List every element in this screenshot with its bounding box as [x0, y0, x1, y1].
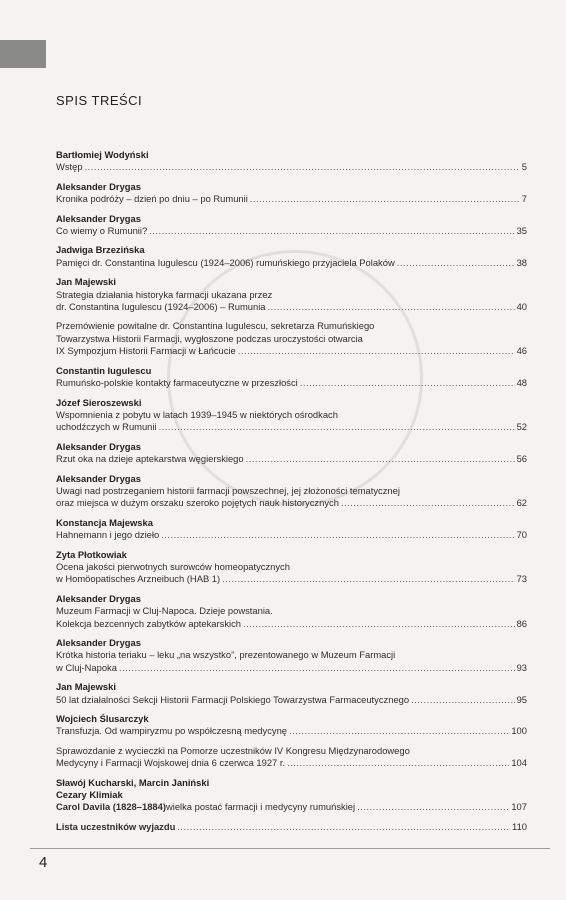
toc-entry [56, 276, 527, 313]
entry-title-line: Muzeum Farmacji w Cluj-Napoca. Dzieje powstania. [56, 605, 273, 617]
entry-title-line[interactable] [56, 821, 527, 833]
entry-page-number: 95 [516, 693, 527, 705]
leader-dots [397, 257, 515, 269]
leader-dots [250, 193, 520, 205]
leader-dots [300, 377, 515, 389]
entry-author: Cezary Klimiak [56, 789, 123, 801]
entry-title-line[interactable] [56, 757, 527, 769]
toc-entry [56, 745, 527, 770]
entry-page-number: 104 [511, 757, 527, 769]
entry-page-number: 70 [516, 529, 527, 541]
entry-title-line[interactable] [56, 573, 527, 585]
entry-title-line[interactable] [56, 161, 527, 173]
leader-dots [238, 345, 515, 357]
entry-page-number: 52 [516, 421, 527, 433]
entry-title-line: Towarzystwa Historii Farmacji, wygłoszone podczas uroczystości otwarcia [56, 332, 363, 344]
entry-author: Constantin Iugulescu [56, 364, 152, 376]
entry-title: Medycyny i Farmacji Wojskowej dnia 6 czerwca 1927 r. [56, 757, 286, 769]
entry-author: Zyta Płotkowiak [56, 548, 127, 560]
entry-title-line[interactable] [56, 618, 527, 630]
entry-title: dr. Constantina Iugulescu (1924–2006) – Rumunia [56, 301, 266, 313]
leader-dots [85, 161, 520, 173]
entry-title-line[interactable] [56, 453, 527, 465]
entry-author: Jan Majewski [56, 276, 116, 288]
entry-title: w Cluj-Napoka [56, 661, 117, 673]
entry-title: Rzut oka na dzieje aptekarstwa węgierskiego [56, 453, 244, 465]
leader-dots [222, 573, 514, 585]
entry-title-bold: Lista uczestników wyjazdu [56, 820, 176, 832]
toc-entry [56, 821, 527, 833]
entry-page-number: 40 [516, 301, 527, 313]
leader-dots [289, 725, 509, 737]
entry-page-number: 93 [516, 661, 527, 673]
entry-title-line[interactable] [56, 694, 527, 706]
entry-title-line: Strategia działania historyka farmacji ukazana przez [56, 288, 273, 300]
entry-author: Józef Sieroszewski [56, 396, 142, 408]
entry-page-number: 73 [516, 573, 527, 585]
entry-title-line[interactable] [56, 801, 527, 813]
leader-dots [159, 421, 515, 433]
entry-title: 50 lat działalności Sekcji Historii Farmacji Polskiego Towarzystwa Farmaceutycznego [56, 693, 410, 705]
leader-dots [149, 225, 514, 237]
entry-title: Pamięci dr. Constantina Iugulescu (1924–2006) rumuńskiego przyjaciela Polaków [56, 256, 395, 268]
entry-title: Transfuzja. Od wampiryzmu po współczesną medycynę [56, 725, 287, 737]
toc-entry [56, 473, 527, 510]
footer-rule [30, 848, 550, 849]
page-title: SPIS TREŚCI [56, 93, 143, 108]
toc-entry [56, 681, 527, 706]
leader-dots [119, 662, 515, 674]
entry-title: IX Sympozjum Historii Farmacji w Łańcucie [56, 345, 236, 357]
entry-page-number: 100 [511, 725, 527, 737]
toc-entry [56, 149, 527, 174]
entry-title-line: Krótka historia teriaku – leku „na wszystko”, prezentowanego w Muzeum Farmacji [56, 649, 396, 661]
leader-dots [161, 529, 514, 541]
entry-title-line[interactable] [56, 529, 527, 541]
entry-title-line[interactable] [56, 497, 527, 509]
toc-entry [56, 593, 527, 630]
leader-dots [287, 757, 509, 769]
entry-title-line: Sprawozdanie z wycieczki na Pomorze uczestników IV Kongresu Międzynarodowego [56, 744, 410, 756]
entry-author: Aleksander Drygas [56, 472, 141, 484]
leader-dots [411, 694, 514, 706]
entry-title: Rumuńsko-polskie kontakty farmaceutyczne w przeszłości [56, 377, 298, 389]
entry-page-number: 38 [516, 256, 527, 268]
entry-author: Wojciech Ślusarczyk [56, 713, 149, 725]
entry-author: Aleksander Drygas [56, 637, 141, 648]
entry-page-number: 56 [516, 453, 527, 465]
entry-title: Co wiemy o Rumunii? [56, 225, 148, 237]
leader-dots [177, 821, 510, 833]
entry-page-number: 46 [516, 345, 527, 357]
entry-author: Aleksander Drygas [56, 440, 141, 452]
entry-title-line[interactable] [56, 725, 527, 737]
toc-entry [56, 365, 527, 390]
toc-entry [56, 320, 527, 357]
entry-page-number: 86 [516, 617, 527, 629]
entry-title-line[interactable] [56, 421, 527, 433]
toc-entry [56, 441, 527, 466]
entry-title-line: Przemówienie powitalne dr. Constantina Iugulescu, sekretarza Rumuńskiego [56, 320, 375, 332]
leader-dots [341, 497, 515, 509]
entry-title: Wstęp [56, 161, 83, 173]
leader-dots [246, 453, 515, 465]
entry-author: Aleksander Drygas [56, 180, 141, 192]
toc-entry [56, 181, 527, 206]
entry-title-line: Ocena jakości pierwotnych surowców homeopatycznych [56, 560, 290, 572]
table-of-contents [56, 149, 527, 840]
entry-page-number: 35 [516, 225, 527, 237]
toc-entry [56, 517, 527, 542]
entry-title: w Homöopatisches Arzneibuch (HAB 1) [56, 573, 221, 585]
entry-title-line[interactable] [56, 662, 527, 674]
leader-dots [357, 801, 509, 813]
page-number: 4 [39, 854, 48, 871]
entry-author: Sławój Kucharski, Marcin Janiński [56, 776, 210, 788]
entry-title: Kolekcja bezcennych zabytków aptekarskich [56, 617, 241, 629]
entry-title-line: Uwagi nad postrzeganiem historii farmacji powszechnej, jej złożoności tematycznej [56, 484, 400, 496]
page-tab-marker [0, 40, 46, 68]
entry-title: wielka postać farmacji i medycyny rumuńskiej [165, 801, 356, 813]
toc-entry [56, 213, 527, 238]
entry-title-line[interactable] [56, 301, 527, 313]
entry-author: Jadwiga Brzezińska [56, 244, 145, 256]
toc-entry [56, 244, 527, 269]
entry-title-line[interactable] [56, 345, 527, 357]
toc-entry [56, 777, 527, 814]
toc-entry [56, 637, 527, 674]
entry-page-number: 7 [521, 193, 527, 205]
leader-dots [243, 618, 515, 630]
entry-author: Aleksander Drygas [56, 592, 141, 604]
entry-title: Hahnemann i jego dzieło [56, 529, 160, 541]
toc-entry [56, 549, 527, 586]
entry-page-number: 62 [516, 497, 527, 509]
entry-title-bold: Carol Davila (1828–1884) [56, 801, 166, 813]
entry-author: Jan Majewski [56, 681, 116, 693]
leader-dots [268, 301, 515, 313]
entry-title-line: Wspomnienia z pobytu w latach 1939–1945 w niektórych ośrodkach [56, 408, 338, 420]
entry-title: Kronika podróży – dzień po dniu – po Rumunii [56, 193, 248, 205]
entry-author: Bartłomiej Wodyński [56, 149, 149, 160]
toc-entry [56, 397, 527, 434]
entry-author: Aleksander Drygas [56, 212, 141, 224]
entry-page-number: 110 [512, 820, 527, 832]
entry-title-line[interactable] [56, 377, 527, 389]
entry-title-line[interactable] [56, 193, 527, 205]
entry-author: Konstancja Majewska [56, 516, 153, 528]
entry-title-line[interactable] [56, 257, 527, 269]
entry-page-number: 5 [521, 161, 527, 173]
toc-entry [56, 713, 527, 738]
entry-title: oraz miejsca w dużym orszaku szeroko pojętych nauk historycznych [56, 497, 339, 509]
entry-page-number: 48 [516, 377, 527, 389]
entry-page-number: 107 [511, 801, 527, 813]
entry-title-line[interactable] [56, 225, 527, 237]
entry-title: uchodźczych w Rumunii [56, 421, 157, 433]
